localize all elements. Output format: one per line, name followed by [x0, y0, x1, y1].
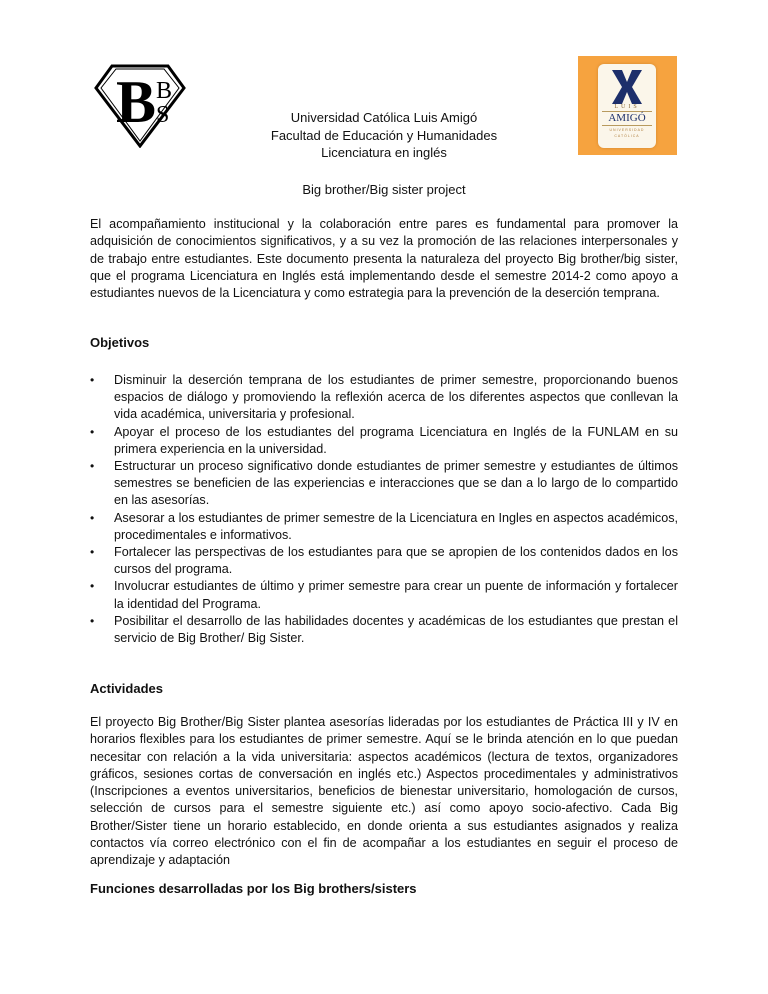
actividades-paragraph: El proyecto Big Brother/Big Sister plantea asesorías lideradas por los estudiantes de Práctica III y IV en horarios flexibles para los estudiantes de primer semestre. Aquí se le brinda atención en lo que puedan necesitar con relación a la vida universitaria: aspectos académicos (lectura de textos, organizadores gráficos, sesiones cortas de conversación en inglés etc.) Aspectos procedimentales y administrativos (Inscripciones a eventos universitarios, beneficios de bienestar universitario, homologación de cursos, selección de cursos para el semestre siguiente etc.) así como apoyo socio-afectivo. Cada Big Brother/Sister tiene un horario establecido, en donde orienta a sus estudiantes asignados y realiza contactos vía correo electrónico con el fin de acompañar a los estudiantes en seguir el proceso de aprendizaje y adaptación — [90, 715, 678, 868]
logo-universidad-text: UNIVERSIDAD — [609, 128, 645, 132]
list-item: • Fortalecer las perspectivas de los estudiantes para que se apropien de los contenidos dados en los cursos del programa. — [90, 545, 678, 577]
bullet-icon: • — [90, 579, 95, 594]
list-item: • Posibilitar el desarrollo de las habilidades docentes y académicas de los estudiantes que prestan el servicio de Big Brother/ Big Sister. — [90, 613, 678, 646]
logo-luis-text: LUIS — [614, 104, 640, 110]
bullet-icon: • — [90, 545, 95, 560]
logo-catolica-text: CATÓLICA — [614, 134, 640, 138]
svg-text:S: S — [156, 102, 170, 128]
list-item: • Asesorar a los estudiantes de primer semestre de la Licenciatura en Ingles en aspectos académicos, procedimentales e informativos. — [90, 510, 678, 542]
bullet-icon: • — [90, 459, 95, 474]
svg-text:B: B — [156, 78, 173, 104]
intro-paragraph: El acompañamiento institucional y la colaboración entre pares es fundamental para promover la adquisición de conocimientos significativos, y a su vez la promoción de las relaciones interpersonales y de trabajo entre estudiantes. Este documento presenta la naturaleza del proyecto Big brother/big sister, que el programa Licenciatura en Inglés está implementando desde el semestre 2014-2 como apoyo a estudiantes nuevos de la Licenciatura y como estrategia para la prevención de la deserción temprana. — [90, 217, 678, 301]
objetivos-heading: Objetivos — [90, 335, 150, 350]
logo-amigo-text: AMIGÓ — [602, 111, 652, 126]
objetivos-list — [90, 372, 678, 647]
actividades-heading: Actividades — [90, 681, 163, 696]
bullet-icon: • — [90, 424, 95, 439]
faculty-name: Facultad de Educación y Humanidades — [270, 127, 498, 143]
list-item: • Involucrar estudiantes de último y primer semestre para crear un puente de información y fortalecer la identidad del Programa. — [90, 579, 678, 611]
project-title: Big brother/Big sister project — [302, 182, 466, 197]
bullet-icon: • — [90, 510, 95, 525]
bullet-icon: • — [90, 613, 95, 628]
funciones-heading: Funciones desarrolladas por los Big brothers/sisters — [90, 881, 417, 896]
svg-text:B: B — [116, 69, 157, 135]
university-name: Universidad Católica Luis Amigó — [290, 110, 478, 125]
list-item: • Estructurar un proceso significativo donde estudiantes de primer semestre y estudiantes de últimos semestres se beneficien de las experiencias e interacciones que se dan a lo largo de lo compartido en las asesorías. — [90, 459, 678, 508]
list-item: • Disminuir la deserción temprana de los estudiantes de primer semestre, proporcionando buenos espacios de diálogo y promoviendo la reflexión acerca de los diferentes aspectos que conllevan la vida académica, universitaria y profesional. — [90, 373, 678, 422]
program-name: Licenciatura en inglés — [321, 145, 447, 160]
x-emblem-icon — [610, 70, 644, 104]
bullet-icon: • — [90, 373, 95, 387]
document-header — [0, 109, 768, 162]
list-item: • Apoyar el proceso de los estudiantes del programa Licenciatura en Inglés de la FUNLAM en su primera experiencia en la universidad. — [90, 424, 678, 456]
